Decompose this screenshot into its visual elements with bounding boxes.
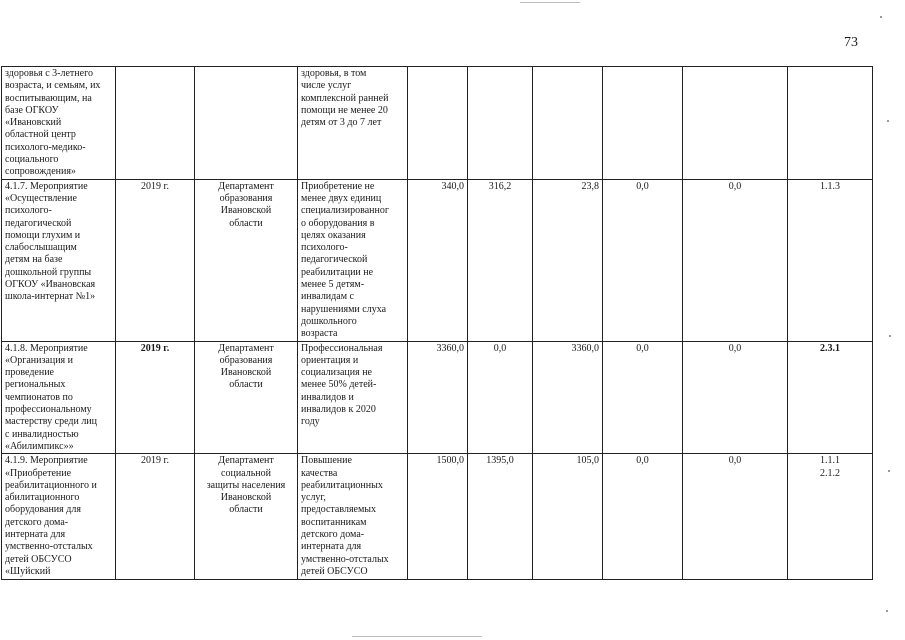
funding-cell: 0,0 bbox=[603, 454, 683, 580]
funding-cell: 0,0 bbox=[603, 341, 683, 454]
event-cell: 4.1.9. Мероприятие «Приобретение реабилитационного и абилитационного оборудования для детского дома- интерната для умственно-отсталых детей ОБСУСО «Шуйский bbox=[2, 454, 116, 580]
event-cell: 4.1.8. Мероприятие «Организация и проведение региональных чемпионатов по профессиональному мастерству среди лиц с инвалидностью «Абилимпикс»» bbox=[2, 341, 116, 454]
funding-cell: 3360,0 bbox=[533, 341, 603, 454]
funding-cell: 1395,0 bbox=[468, 454, 533, 580]
table-row bbox=[2, 341, 873, 454]
table-row bbox=[2, 454, 873, 580]
scan-artifact bbox=[887, 120, 889, 122]
year-cell: 2019 г. bbox=[116, 454, 195, 580]
scan-artifact bbox=[886, 610, 888, 612]
executor-cell: Департамент образования Ивановской области bbox=[195, 179, 298, 341]
funding-cell bbox=[683, 67, 788, 180]
scan-artifact bbox=[880, 16, 882, 18]
table-row bbox=[2, 67, 873, 180]
result-cell: Профессиональная ориентация и социализация не менее 50% детей- инвалидов и инвалидов к 2020 году bbox=[298, 341, 408, 454]
page-number: 73 bbox=[844, 35, 858, 50]
funding-cell bbox=[603, 67, 683, 180]
funding-cell: 0,0 bbox=[683, 341, 788, 454]
year-cell: 2019 г. bbox=[116, 179, 195, 341]
funding-cell bbox=[533, 67, 603, 180]
funding-cell bbox=[468, 67, 533, 180]
scan-artifact bbox=[352, 636, 482, 637]
event-cell: 4.1.7. Мероприятие «Осуществление психолого- педагогической помощи глухим и слабослышащим детям на базе дошкольной группы ОГКОУ «Ивановская школа-интернат №1» bbox=[2, 179, 116, 341]
total-cell: 1500,0 bbox=[408, 454, 468, 580]
funding-cell: 0,0 bbox=[468, 341, 533, 454]
funding-cell: 316,2 bbox=[468, 179, 533, 341]
funding-cell: 0,0 bbox=[603, 179, 683, 341]
result-cell: здоровья, в том числе услуг комплексной ранней помощи не менее 20 детям от 3 до 7 лет bbox=[298, 67, 408, 180]
funding-cell: 105,0 bbox=[533, 454, 603, 580]
indicator-cell: 1.1.1 2.1.2 bbox=[788, 454, 873, 580]
result-cell: Повышение качества реабилитационных услуг, предоставляемых воспитанникам детского дома- интерната для умственно-отсталых детей ОБСУСО bbox=[298, 454, 408, 580]
scan-artifact bbox=[888, 470, 890, 472]
executor-cell bbox=[195, 67, 298, 180]
result-cell: Приобретение не менее двух единиц специализированног о оборудования в целях оказания психолого- педагогической реабилитации не менее 5 детям- инвалидам с нарушениями слуха дошкольного возраста bbox=[298, 179, 408, 341]
executor-cell: Департамент образования Ивановской области bbox=[195, 341, 298, 454]
indicator-cell: 1.1.3 bbox=[788, 179, 873, 341]
table-row bbox=[2, 179, 873, 341]
total-cell bbox=[408, 67, 468, 180]
scan-artifact bbox=[889, 335, 891, 337]
scan-artifact bbox=[520, 2, 580, 3]
funding-cell: 0,0 bbox=[683, 179, 788, 341]
indicator-cell: 2.3.1 bbox=[788, 341, 873, 454]
indicator-cell bbox=[788, 67, 873, 180]
event-cell: здоровья с 3-летнего возраста, и семьям, их воспитывающим, на базе ОГКОУ «Ивановский областной центр психолого-медико- социального сопровождения» bbox=[2, 67, 116, 180]
funding-cell: 23,8 bbox=[533, 179, 603, 341]
total-cell: 3360,0 bbox=[408, 341, 468, 454]
executor-cell: Департамент социальной защиты населения Ивановской области bbox=[195, 454, 298, 580]
total-cell: 340,0 bbox=[408, 179, 468, 341]
year-cell bbox=[116, 67, 195, 180]
year-cell: 2019 г. bbox=[116, 341, 195, 454]
program-table bbox=[1, 66, 873, 580]
funding-cell: 0,0 bbox=[683, 454, 788, 580]
